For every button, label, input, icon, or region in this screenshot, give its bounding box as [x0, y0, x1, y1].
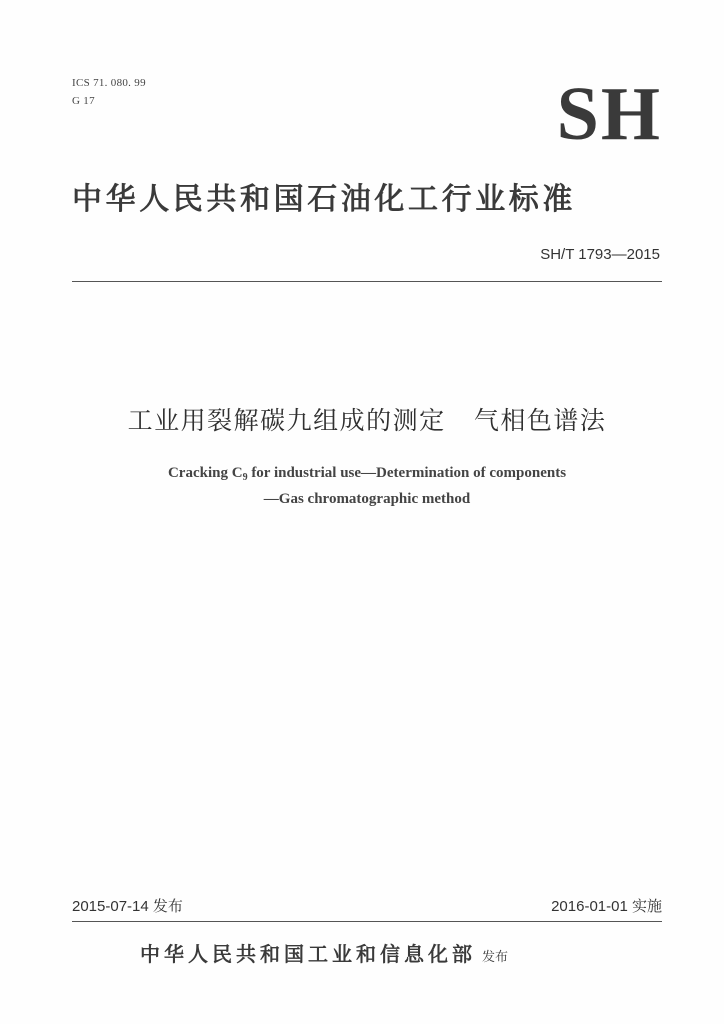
classification-codes: [72, 74, 146, 110]
ics-code: ICS 71. 080. 99: [72, 77, 146, 89]
issuer-name: 中华人民共和国工业和信息化部: [140, 942, 476, 966]
english-title-subscript: 9: [242, 472, 248, 483]
footer-divider: [72, 921, 662, 922]
standard-title: 中华人民共和国石油化工行业标准: [72, 182, 576, 217]
ccs-code: G 17: [72, 95, 95, 107]
sh-logo: SH: [556, 72, 662, 156]
english-title-line-2: —Gas chromatographic method: [263, 491, 471, 507]
english-title-suffix: for industrial use—Determination of components: [247, 465, 567, 481]
header-divider: [72, 281, 662, 282]
issuing-authority: [140, 940, 600, 972]
document-title-english: [72, 460, 662, 512]
english-title-line-1: [72, 460, 662, 486]
release-date: 2015-07-14 发布: [72, 898, 183, 915]
standard-number: SH/T 1793—2015: [540, 246, 660, 263]
implementation-date: 2016-01-01 实施: [551, 898, 662, 915]
english-title-prefix: Cracking C: [167, 465, 243, 481]
document-title-chinese: 工业用裂解碳九组成的测定 气相色谱法: [127, 406, 607, 435]
issuer-suffix: 发布: [482, 950, 509, 965]
